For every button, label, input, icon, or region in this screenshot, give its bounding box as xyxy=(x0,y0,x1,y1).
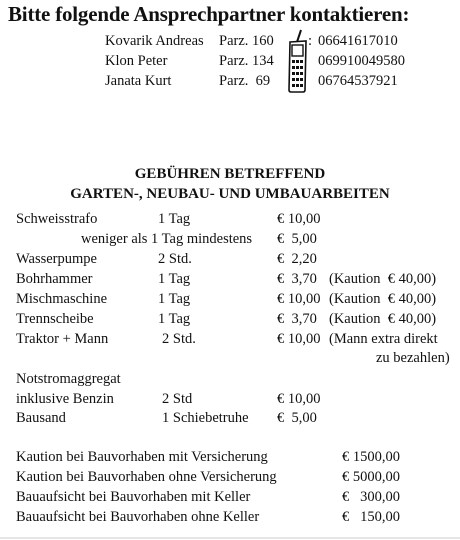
deposit-price: € 300,00 xyxy=(342,489,400,505)
contact-phone: 06641617010 xyxy=(318,33,398,49)
fee-price: € 3,70 xyxy=(277,271,317,287)
fee-item: Traktor + Mann xyxy=(16,331,109,347)
fee-note: (Kaution € 40,00) xyxy=(329,311,437,327)
fee-item: Bohrhammer xyxy=(16,271,93,287)
deposit-label: Bauaufsicht bei Bauvorhaben mit Keller xyxy=(16,489,251,505)
fee-duration: 1 Schiebetruhe xyxy=(162,410,249,426)
fee-duration: weniger als 1 Tag mindestens xyxy=(81,231,253,247)
contact-parzelle: Parz. 160 xyxy=(219,33,274,49)
contact-separator: : xyxy=(308,33,313,49)
mobile-phone-icon xyxy=(284,28,313,94)
fee-item: Schweisstrafo xyxy=(16,211,98,227)
fee-price: € 10,00 xyxy=(277,211,321,227)
fee-note: (Kaution € 40,00) xyxy=(329,291,437,307)
fee-duration: 1 Tag xyxy=(158,291,191,307)
contact-parzelle: Parz. 134 xyxy=(219,53,274,69)
fee-duration: 2 Std. xyxy=(158,251,192,267)
fee-item: Mischmaschine xyxy=(16,291,108,307)
deposit-price: € 5000,00 xyxy=(342,469,400,485)
deposit-label: Kaution bei Bauvorhaben mit Versicherung xyxy=(16,449,268,465)
fee-duration: 1 Tag xyxy=(158,311,191,327)
fee-item: Bausand xyxy=(16,410,66,426)
fee-price: € 3,70 xyxy=(277,311,317,327)
fee-price: € 5,00 xyxy=(277,410,317,426)
deposit-label: Kaution bei Bauvorhaben ohne Versicherung xyxy=(16,469,277,485)
fee-duration: 1 Tag xyxy=(158,271,191,287)
contact-name: Kovarik Andreas xyxy=(105,33,204,49)
contact-phone: 069910049580 xyxy=(318,53,405,69)
fee-note: (Kaution € 40,00) xyxy=(329,271,437,287)
fee-note: (Mann extra direkt xyxy=(329,331,438,347)
fee-duration: 1 Tag xyxy=(158,211,191,227)
fee-price: € 10,00 xyxy=(277,291,321,307)
deposit-price: € 1500,00 xyxy=(342,449,400,465)
fee-note: zu bezahlen) xyxy=(376,350,450,366)
contact-name: Klon Peter xyxy=(105,53,168,69)
fee-duration: 2 Std xyxy=(162,391,193,407)
deposit-price: € 150,00 xyxy=(342,509,400,525)
deposit-label: Bauaufsicht bei Bauvorhaben ohne Keller xyxy=(16,509,260,525)
section-title: GEBÜHREN BETREFFEND xyxy=(134,166,326,182)
fee-item: Trennscheibe xyxy=(16,311,94,327)
fee-price: € 10,00 xyxy=(277,391,321,407)
fee-item: inklusive Benzin xyxy=(16,391,114,407)
contact-name: Janata Kurt xyxy=(105,73,172,89)
fee-price: € 10,00 xyxy=(277,331,321,347)
fee-price: € 5,00 xyxy=(277,231,317,247)
section-subtitle: GARTEN-, NEUBAU- UND UMBAUARBEITEN xyxy=(70,186,390,202)
fee-item: Notstromaggregat xyxy=(16,371,121,387)
page-heading: Bitte folgende Ansprechpartner kontaktieren: xyxy=(8,2,410,26)
contact-phone: 06764537921 xyxy=(318,73,398,89)
fee-item: Wasserpumpe xyxy=(16,251,97,267)
fee-price: € 2,20 xyxy=(277,251,317,267)
fee-duration: 2 Std. xyxy=(162,331,196,347)
bottom-divider xyxy=(0,537,460,539)
contact-parzelle: Parz. 69 xyxy=(219,73,271,89)
